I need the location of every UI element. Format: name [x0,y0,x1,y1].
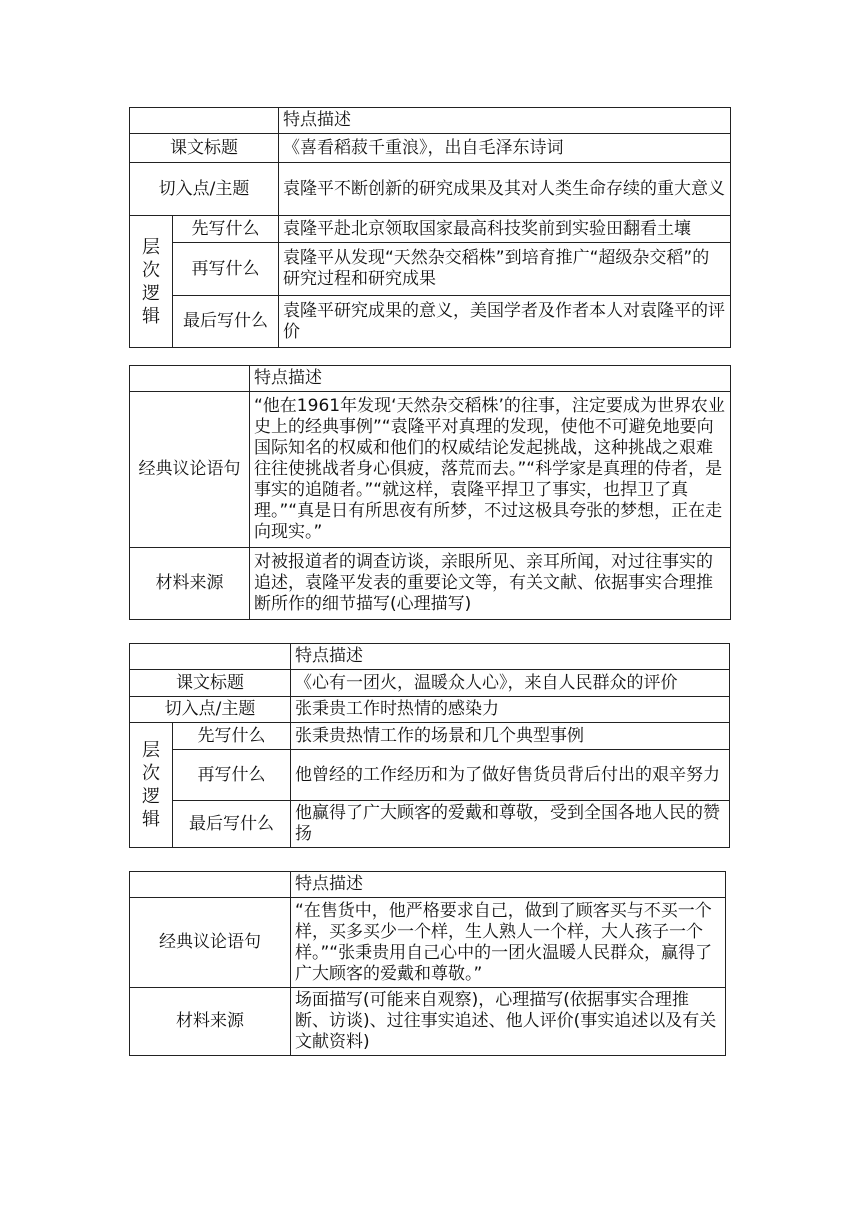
feature-table-yuan-language [129,365,731,620]
feature-table-zhang-structure [129,643,730,848]
row-label-quotes: 经典议论语句 [130,898,291,988]
row-desc-theme: 张秉贵工作时热情的感染力 [291,697,730,723]
row-desc-first: 袁隆平赴北京领取国家最高科技奖前到实验田翻看土壤 [279,216,731,243]
empty-header-cell [130,366,250,392]
row-desc-then: 他曾经的工作经历和为了做好售货员背后付出的艰辛努力 [291,750,730,801]
row-label-then: 再写什么 [173,243,279,296]
row-label-title: 课文标题 [130,670,291,697]
row-desc-last: 袁隆平研究成果的意义，美国学者及作者本人对袁隆平的评价 [279,296,731,348]
row-desc-theme: 袁隆平不断创新的研究成果及其对人类生命存续的重大意义 [279,163,731,216]
row-label-then: 再写什么 [173,750,291,801]
empty-header-cell [130,644,291,670]
row-desc-first: 张秉贵热情工作的场景和几个典型事例 [291,723,730,750]
row-label-theme: 切入点/主题 [130,697,291,723]
feature-table-zhang-language [129,871,726,1056]
row-label-first: 先写什么 [173,216,279,243]
header-feature-description: 特点描述 [291,872,726,898]
row-desc-title: 《心有一团火，温暖众人心》，来自人民群众的评价 [291,670,730,697]
row-label-sources: 材料来源 [130,548,250,620]
row-desc-then: 袁隆平从发现“天然杂交稻株”到培育推广“超级杂交稻”的研究过程和研究成果 [279,243,731,296]
header-feature-description: 特点描述 [291,644,730,670]
group-label-structure: 层 次 逻 辑 [130,723,173,848]
row-label-quotes: 经典议论语句 [130,392,250,548]
row-desc-quotes: “他在1961年发现‘天然杂交稻株’的往事，注定要成为世界农业史上的经典事例”“袁隆平对真理的发现，使他不可避免地要向国际知名的权威和他们的权威结论发起挑战，这种挑战之艰难往往使挑战者身心俱疲，落荒而去。”“科学家是真理的侍者，是事实的追随者。”“就这样，袁隆平捍卫了事实，也捍卫了真理。”“真是日有所思夜有所梦，不过这极具夸张的梦想，正在走向现实。” [250,392,731,548]
row-label-title: 课文标题 [130,134,279,163]
empty-header-cell [130,108,279,134]
row-label-last: 最后写什么 [173,296,279,348]
row-desc-title: 《喜看稻菽千重浪》，出自毛泽东诗词 [279,134,731,163]
header-feature-description: 特点描述 [250,366,731,392]
row-label-last: 最后写什么 [173,801,291,848]
row-label-first: 先写什么 [173,723,291,750]
row-label-theme: 切入点/主题 [130,163,279,216]
row-label-sources: 材料来源 [130,988,291,1056]
row-desc-quotes: “在售货中，他严格要求自己，做到了顾客买与不买一个样，买多买少一个样，生人熟人一个样，大人孩子一个样。”“张秉贵用自己心中的一团火温暖人民群众，赢得了广大顾客的爱戴和尊敬。” [291,898,726,988]
empty-header-cell [130,872,291,898]
header-feature-description: 特点描述 [279,108,731,134]
row-desc-sources: 对被报道者的调查访谈，亲眼所见、亲耳所闻，对过往事实的追述，袁隆平发表的重要论文等，有关文献、依据事实合理推断所作的细节描写(心理描写) [250,548,731,620]
row-desc-last: 他赢得了广大顾客的爱戴和尊敬，受到全国各地人民的赞扬 [291,801,730,848]
group-label-structure: 层 次 逻 辑 [130,216,173,348]
row-desc-sources: 场面描写(可能来自观察)，心理描写(依据事实合理推断、访谈)、过往事实追述、他人评价(事实追述以及有关文献资料) [291,988,726,1056]
feature-table-yuan-structure [129,107,731,348]
